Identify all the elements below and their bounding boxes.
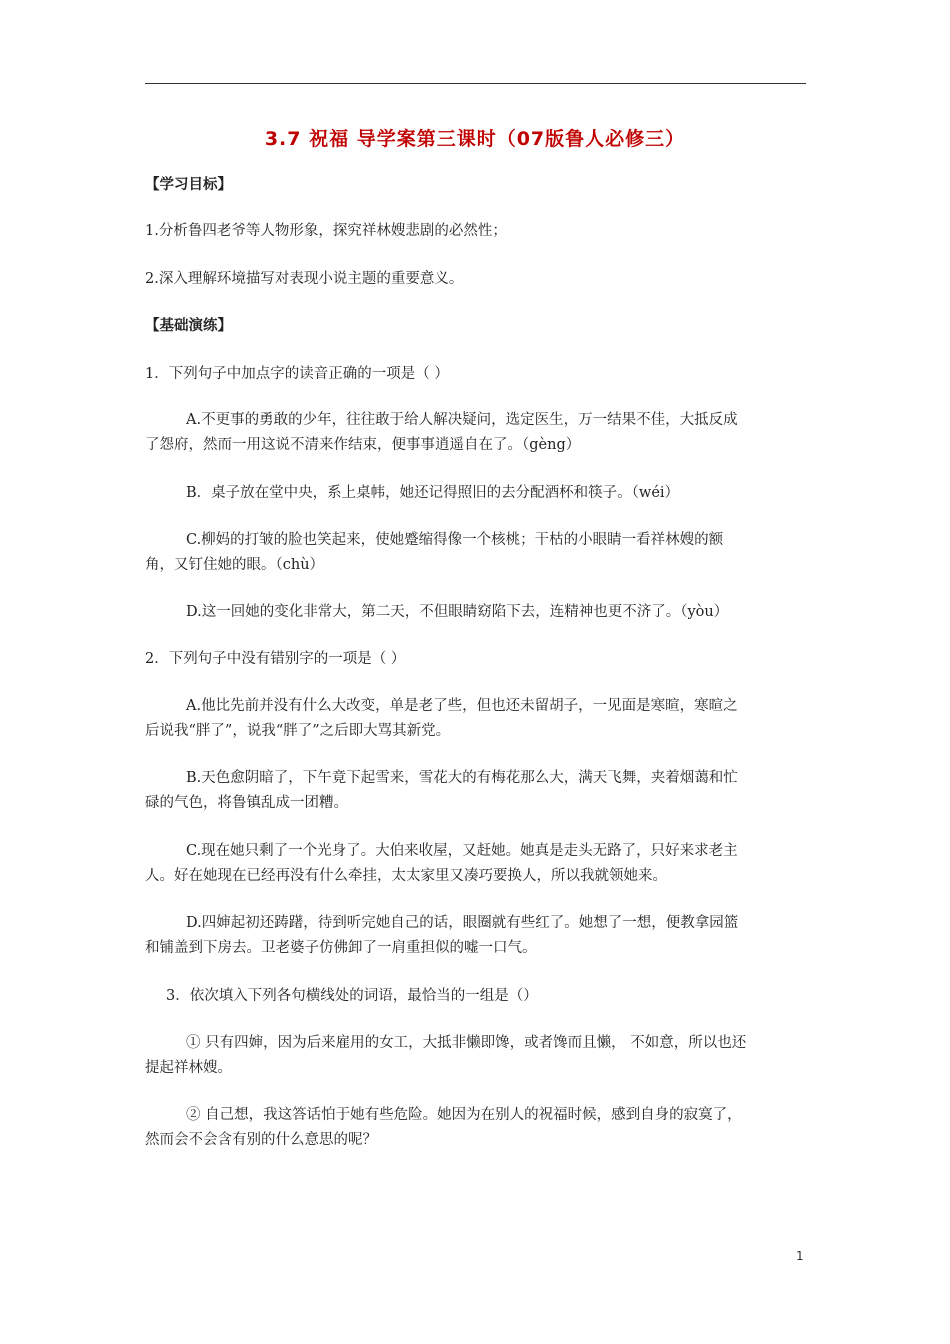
q2-stem: 2．下列句子中没有错别字的一项是（ ） xyxy=(145,651,406,667)
practice-heading: 【基础演练】 xyxy=(145,318,232,334)
q1-option-b: B．桌子放在堂中央，系上桌帏，她还记得照旧的去分配酒杯和筷子。（wéi） xyxy=(186,485,680,501)
q2-option-c-line1: C.现在她只剩了一个光身了。大伯来收屋，又赶她。她真是走头无路了，只好来求老主 xyxy=(186,843,738,859)
q1-option-d: D.这一回她的变化非常大，第二天，不但眼睛窈陷下去，连精神也更不济了。（yòu） xyxy=(186,604,729,620)
q2-option-b-line1: B.天色愈阴暗了，下午竟下起雪来，雪花大的有梅花那么大，满天飞舞，夹着烟蔼和忙 xyxy=(186,770,738,786)
q1-option-a-line1: A.不更事的勇敢的少年，往往敢于给人解决疑问，选定医生，万一结果不佳，大抵反成 xyxy=(186,412,738,428)
goals-heading: 【学习目标】 xyxy=(145,177,232,193)
q3-sentence-1-line2: 提起祥林嫂。 xyxy=(145,1060,232,1076)
q2-option-a-line2: 后说我“胖了”，说我“胖了”之后即大骂其新党。 xyxy=(145,723,451,739)
q3-sentence-2-line2: 然而会不会含有别的什么意思的呢？ xyxy=(145,1132,377,1148)
q2-option-d-line1: D.四婶起初还踌躇，待到听完她自己的话，眼圈就有些红了。她想了一想，便教拿园篮 xyxy=(186,915,739,931)
q2-option-d-line2: 和铺盖到下房去。卫老婆子仿佛卸了一肩重担似的嘘一口气。 xyxy=(145,940,537,956)
q3-sentence-2-line1: ② 自己想，我这答话怕于她有些危险。她因为在别人的祝福时候，感到自身的寂寞了， xyxy=(186,1107,742,1123)
goal-1: 1.分析鲁四老爷等人物形象，探究祥林嫂悲剧的必然性； xyxy=(145,223,507,239)
header-rule xyxy=(145,83,806,84)
q2-option-c-line2: 人。好在她现在已经再没有什么牵挂，太太家里又凑巧要换人，所以我就领她来。 xyxy=(145,868,667,884)
q1-option-a-line2: 了怨府，然而一用这说不清来作结束，便事事逍遥自在了。（gèng） xyxy=(145,437,581,453)
q1-option-c-line2: 角，又钉住她的眼。（chù） xyxy=(145,557,325,573)
q2-option-b-line2: 碌的气色，将鲁镇乱成一团糟。 xyxy=(145,795,348,811)
q3-sentence-1-line1: ① 只有四婶，因为后来雇用的女工，大抵非懒即馋，或者馋而且懒， 不如意，所以也还 xyxy=(186,1035,747,1051)
goal-2: 2.深入理解环境描写对表现小说主题的重要意义。 xyxy=(145,271,464,287)
page-number: 1 xyxy=(796,1249,804,1263)
q1-stem: 1．下列句子中加点字的读音正确的一项是（ ） xyxy=(145,366,449,382)
page-title: 3.7 祝福 导学案第三课时（07版鲁人必修三） xyxy=(264,128,686,150)
q3-stem: 3．依次填入下列各句横线处的词语，最恰当的一组是（） xyxy=(166,988,538,1004)
q1-option-c-line1: C.柳妈的打皱的脸也笑起来，使她蹙缩得像一个核桃；干枯的小眼睛一看祥林嫂的额 xyxy=(186,532,724,548)
q2-option-a-line1: A.他比先前并没有什么大改变，单是老了些，但也还未留胡子，一见面是寒暄，寒暄之 xyxy=(186,698,738,714)
